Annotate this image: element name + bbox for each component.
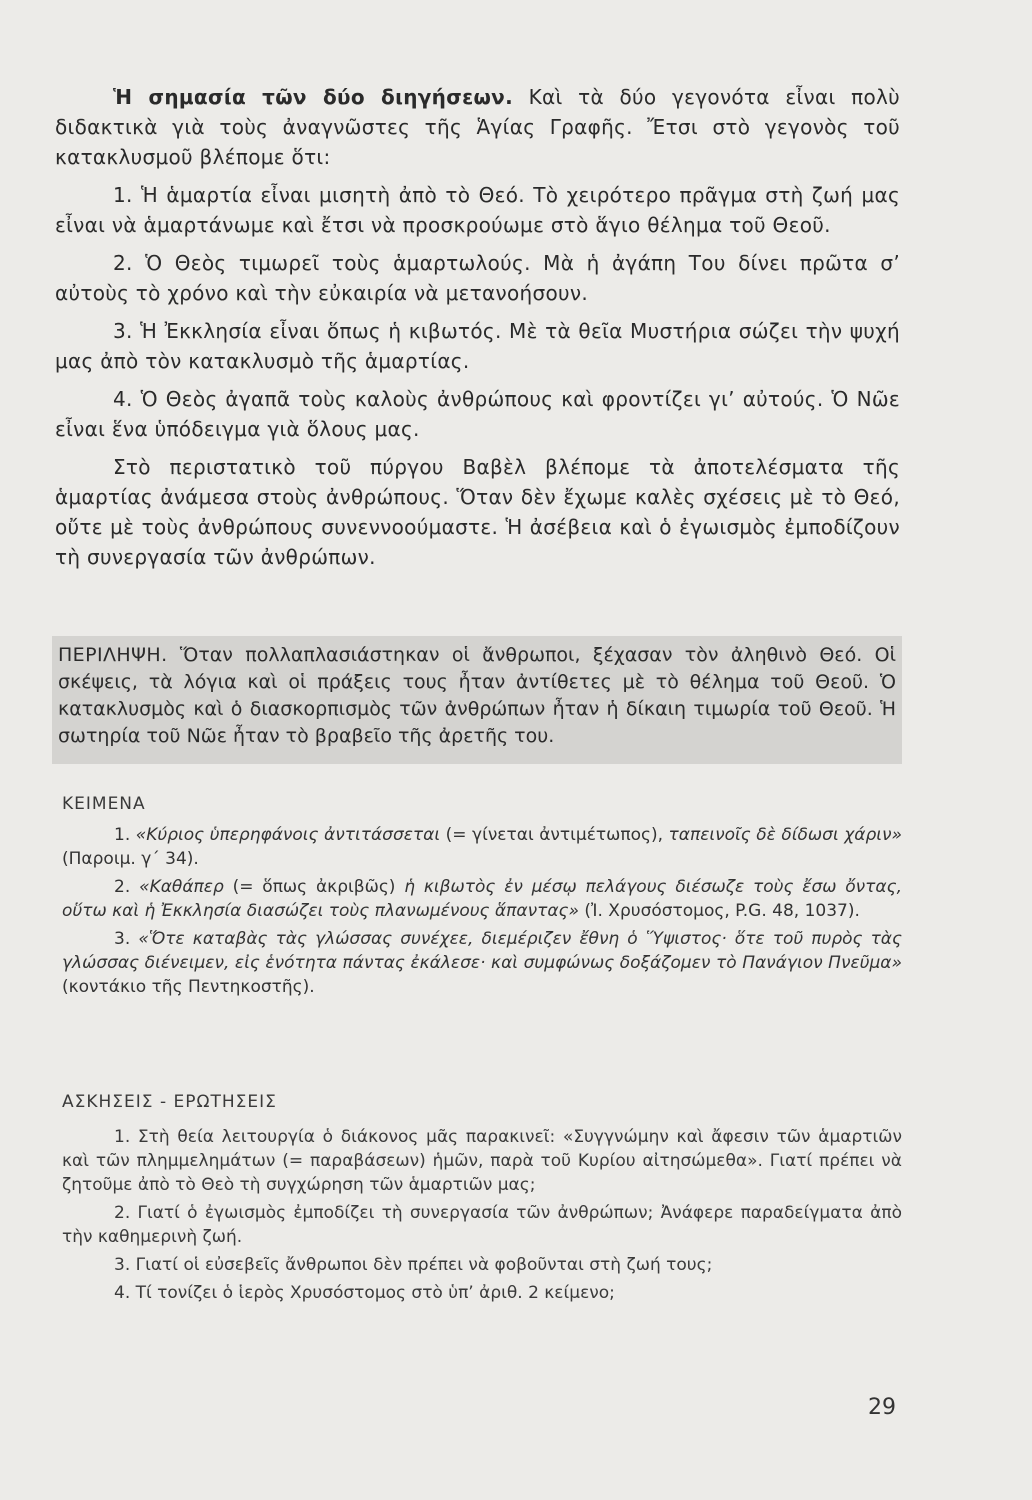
point-1: 1. Ἡ ἁμαρτία εἶναι μισητὴ ἀπὸ τὸ Θεό. Τὸ χειρότερο πρᾶγμα στὴ ζωή μας εἶναι νὰ ἁμαρτάνωμε καὶ ἔτσι νὰ προσκρούωμε στὸ ἅγιο θέλημα τοῦ Θεοῦ. [55, 183, 900, 237]
item-number: 2. [114, 877, 131, 897]
babel-paragraph: Στὸ περιστατικὸ τοῦ πύργου Βαβὲλ βλέπομε τὰ ἀποτελέσματα τῆς ἁμαρτίας ἀνάμεσα στοὺς ἀνθρώπους. Ὅταν δὲν ἔχωμε καλὲς σχέσεις μὲ τὸ Θεό, οὔτε μὲ τοὺς ἀνθρώπους συνεννοούμαστε. Ἡ ἀσέβεια καὶ ὁ ἐγωισμὸς ἐμποδίζουν τὴ συνεργασία τῶν ἀνθρώπων. [55, 455, 900, 569]
summary-text: Ὅταν πολλαπλασιάστηκαν οἱ ἄνθρωποι, ξέχασαν τὸν ἀληθινὸ Θεό. Οἱ σκέψεις, τὰ λόγια καὶ οἱ πράξεις τους ἦταν ἀντίθετες μὲ τὸ θέλημα τοῦ Θεοῦ. Ὁ κατακλυσμὸς καὶ ὁ διασκορπισμὸς τῶν ἀνθρώπων ἦταν ἡ δίκαιη τιμωρία τοῦ Θεοῦ. Ἡ σωτηρία τοῦ Νῶε ἦταν τὸ βραβεῖο τῆς ἀρετῆς του. [58, 644, 896, 747]
gloss-text: (= γίνεται ἀντιμέτωπος), [440, 825, 669, 845]
texts-list [62, 823, 902, 1003]
point-4: 4. Ὁ Θεὸς ἀγαπᾶ τοὺς καλοὺς ἀνθρώπους καὶ φροντίζει γι’ αὐτούς. Ὁ Νῶε εἶναι ἕνα ὑπόδειγμα γιὰ ὅλους μας. [55, 387, 900, 441]
point-2: 2. Ὁ Θεὸς τιμωρεῖ τοὺς ἁμαρτωλούς. Μὰ ἡ ἀγάπη Του δίνει πρῶτα σ’ αὐτοὺς τὸ χρόνο καὶ τὴν εὐκαιρία νὰ μετανοήσουν. [55, 251, 900, 305]
item-number: 3. [114, 929, 131, 949]
list-item: 2. Γιατί ὁ ἐγωισμὸς ἐμποδίζει τὴ συνεργασία τῶν ἀνθρώπων; Ἀνάφερε παραδείγματα ἀπὸ τὴν καθημερινὴ ζωή. [62, 1203, 902, 1247]
list-item [62, 875, 902, 923]
quote-text: «Καθάπερ [139, 877, 224, 897]
exercises-title: ΑΣΚΗΣΕΙΣ - ΕΡΩΤΗΣΕΙΣ [62, 1092, 277, 1112]
list-item: 4. Τί τονίζει ὁ ἱερὸς Χρυσόστομος στὸ ὑπ’ ἀριθ. 2 κείμενο; [114, 1283, 615, 1303]
quote-text-2: ἡ κιβωτὸς ἐν μέσῳ πελάγους διέσωζε τοὺς ἔσω ὄντας, οὕτω καὶ ἡ Ἐκκλησία διασώζει τοὺς πλανωμένους ἅπαντας» [62, 877, 903, 921]
section-heading: Ἡ σημασία τῶν δύο διηγήσεων. [113, 85, 514, 109]
item-number: 1. [114, 825, 131, 845]
quote-text-2: ταπεινοῖς δὲ δίδωσι χάριν» [668, 825, 903, 845]
texts-title: ΚΕΙΜΕΝΑ [62, 794, 146, 814]
quote-text: «Ὅτε καταβὰς τὰς γλώσσας συνέχεε, διεμέριζεν ἔθνη ὁ Ὕψιστος· ὅτε τοῦ πυρὸς τὰς γλώσσας διένειμεν, εἰς ἑνότητα πάντας ἐκάλεσε· καὶ συμφώνως δοξάζομεν τὸ Πανάγιον Πνεῦμα» [62, 929, 902, 973]
list-item [62, 927, 902, 999]
section-significance [55, 82, 900, 572]
reference-text: (κοντάκιο τῆς Πεντηκοστῆς). [62, 977, 315, 997]
intro-text: Καὶ τὰ δύο γεγονότα εἶναι πολὺ διδακτικὰ γιὰ τοὺς ἀναγνῶστες τῆς Ἁγίας Γραφῆς. Ἔτσι στὸ γεγονὸς τοῦ κατακλυσμοῦ βλέπομε ὅτι: [55, 85, 900, 169]
intro-paragraph [55, 82, 900, 172]
reference-text: (Παροιμ. γ΄ 34). [62, 849, 199, 869]
point-3: 3. Ἡ Ἐκκλησία εἶναι ὅπως ἡ κιβωτός. Μὲ τὰ θεῖα Μυστήρια σώζει τὴν ψυχή μας ἀπὸ τὸν κατακλυσμὸ τῆς ἁμαρτίας. [55, 319, 900, 373]
gloss-text: (= ὅπως ἀκριβῶς) [223, 877, 405, 897]
summary-label: ΠΕΡΙΛΗΨΗ. [58, 644, 168, 666]
summary-box [52, 636, 902, 764]
list-item: 1. Στὴ θεία λειτουργία ὁ διάκονος μᾶς παρακινεῖ: «Συγγνώμην καὶ ἄφεσιν τῶν ἁμαρτιῶν καὶ τῶν πλημμελημάτων (= παραβάσεων) ἡμῶν, παρὰ τοῦ Κυρίου αἰτησώμεθα». Γιατί πρέπει νὰ ζητοῦμε ἀπὸ τὸ Θεὸ τὴ συγχώρηση τῶν ἁμαρτιῶν μας; [62, 1127, 902, 1195]
exercises-list [62, 1125, 902, 1309]
list-item [62, 823, 902, 871]
quote-text: «Κύριος ὑπερηφάνοις ἀντιτάσσεται [135, 825, 441, 845]
page-number: 29 [868, 1395, 896, 1420]
list-item: 3. Γιατί οἱ εὐσεβεῖς ἄνθρωποι δὲν πρέπει νὰ φοβοῦνται στὴ ζωή τους; [114, 1255, 713, 1275]
reference-text: (Ἰ. Χρυσόστομος, P.G. 48, 1037). [579, 901, 860, 921]
